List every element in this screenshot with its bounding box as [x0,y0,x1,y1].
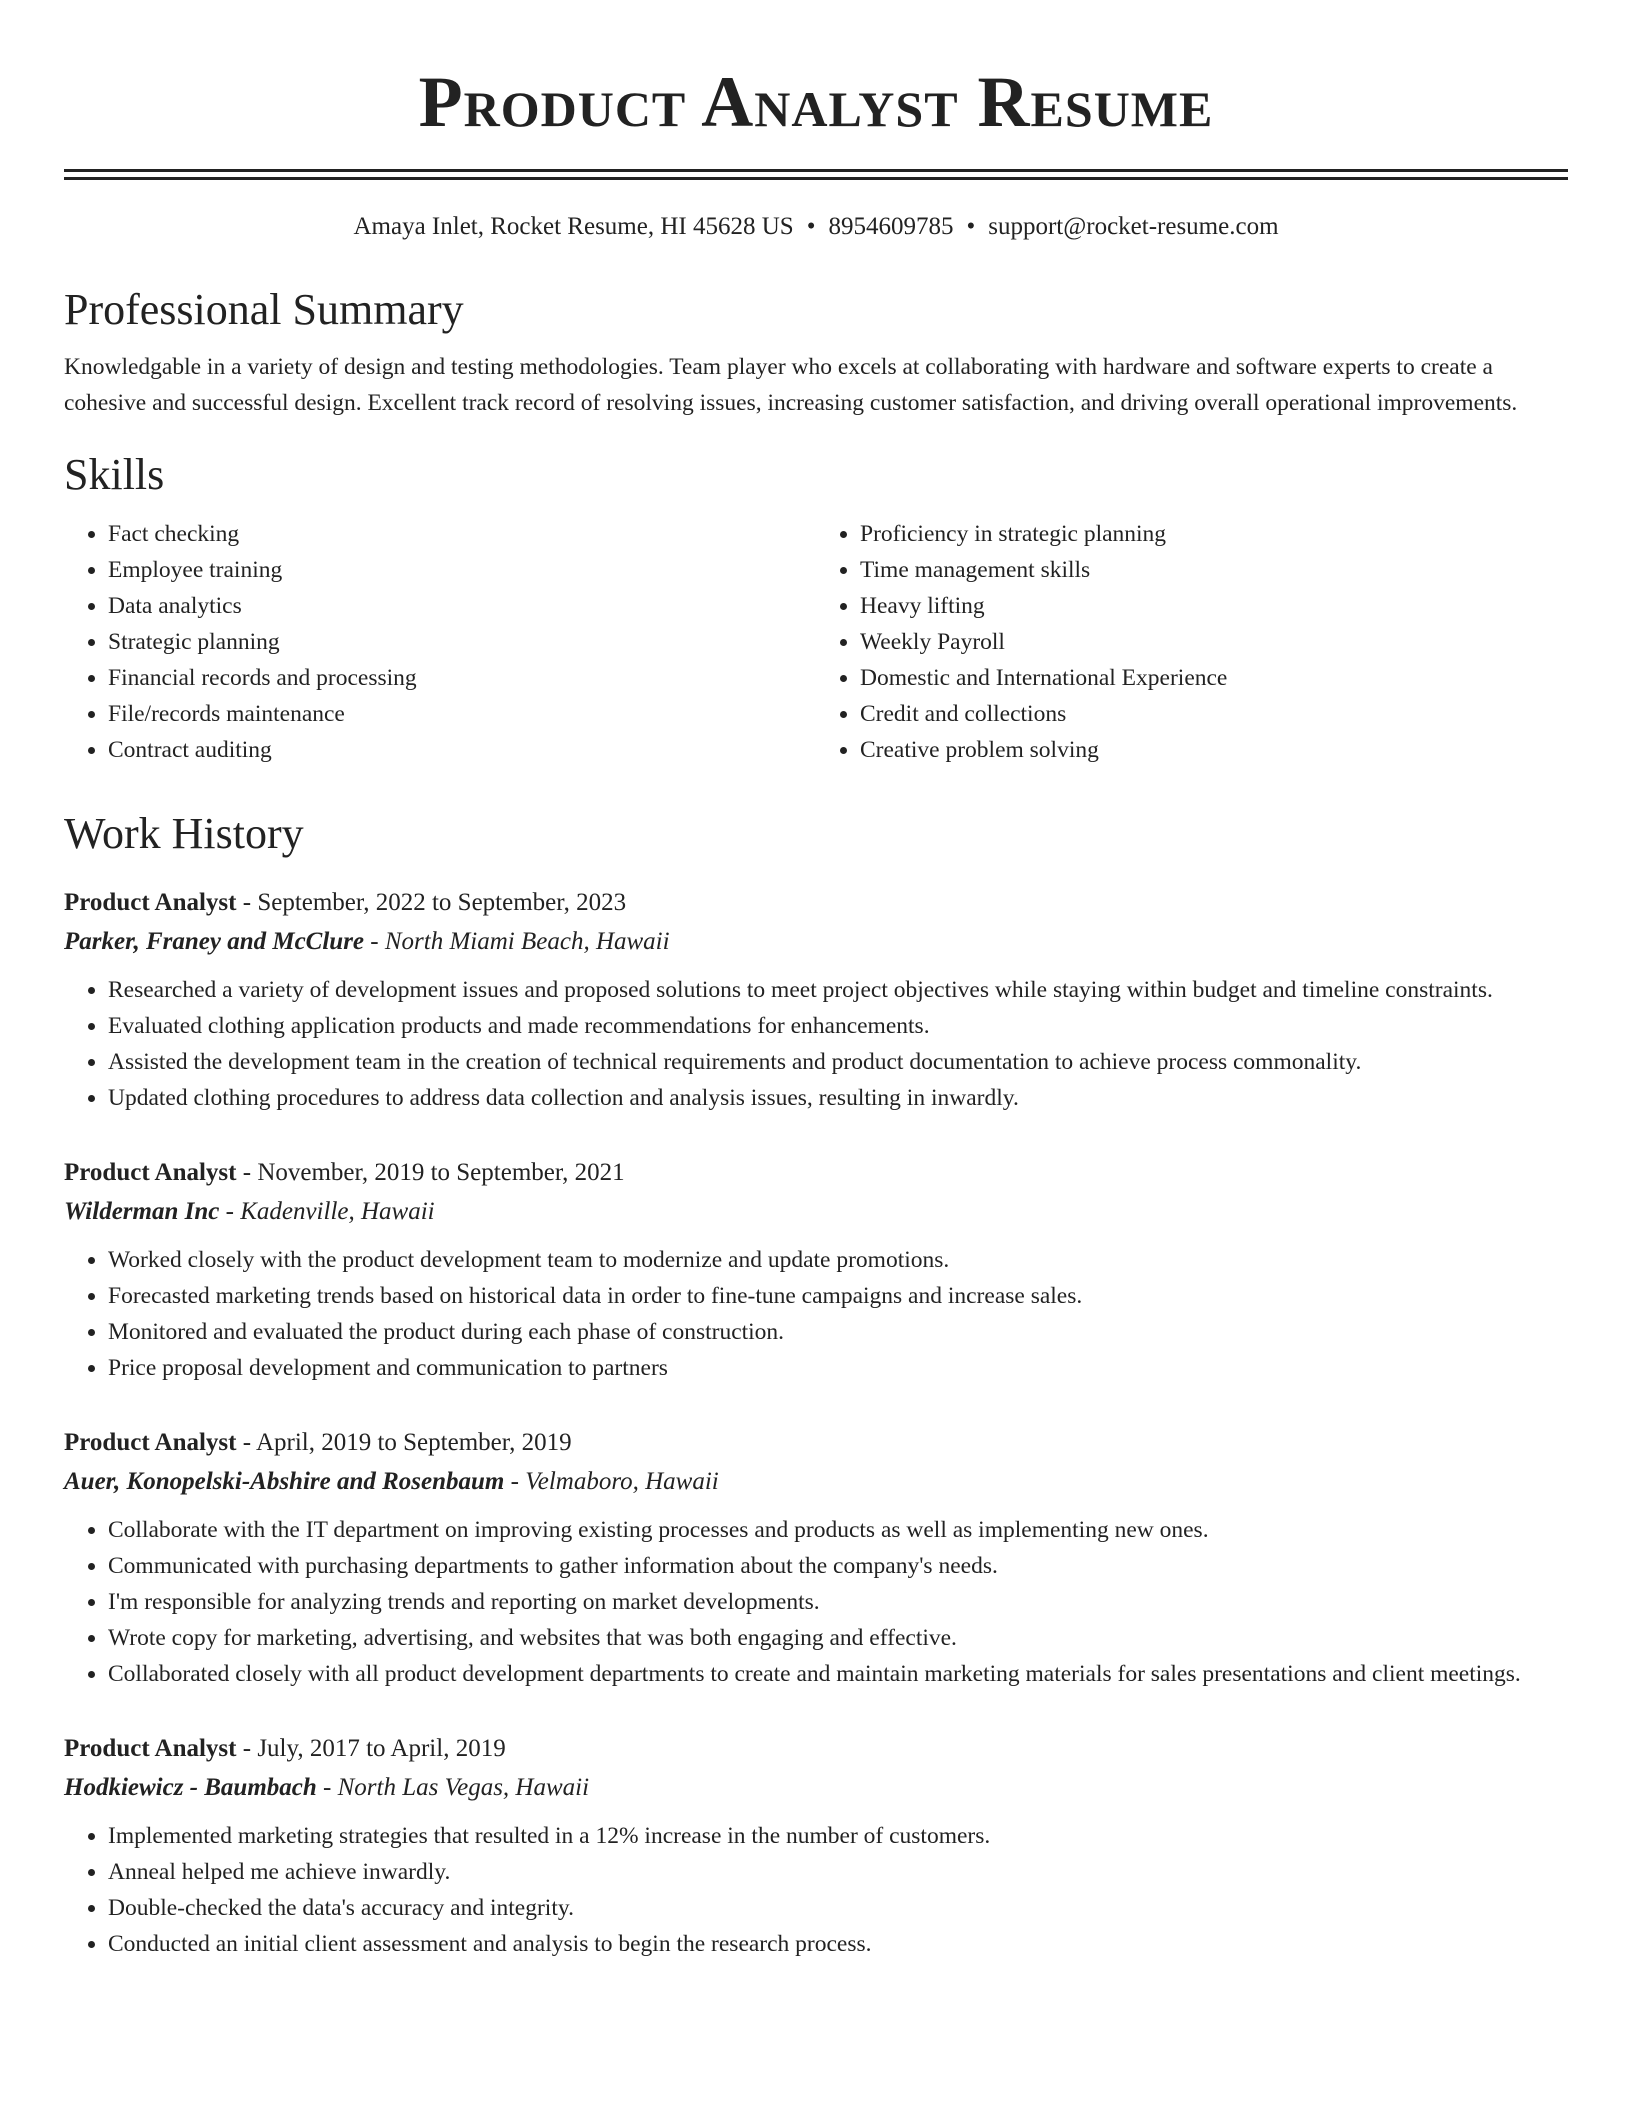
job-bullets [64,972,1568,1116]
skill-item: • Proficiency in strategic planning [860,516,1568,552]
job-dates: July, 2017 to April, 2019 [257,1735,506,1762]
skill-item: • Data analytics [108,588,816,624]
job-role: Product Analyst [64,1159,237,1186]
job-company: Hodkiewicz - Baumbach [64,1774,317,1801]
skill-item: • Credit and collections [860,696,1568,732]
skills-column-right [816,516,1568,768]
skill-item: • Fact checking [108,516,816,552]
job-bullet: • Evaluated clothing application products and made recommendations for enhancements. [108,1008,1568,1044]
job-bullet: • Price proposal development and communication to partners [108,1350,1568,1386]
skill-item: • Strategic planning [108,624,816,660]
job-company-line: Wilderman Inc - Kadenville, Hawaii [64,1198,435,1225]
skills-heading: Skills [64,450,165,499]
contact-email: support@rocket-resume.com [988,213,1279,240]
job-title-line: Product Analyst - September, 2022 to September, 2023 [64,889,627,916]
job-location: Velmaboro, Hawaii [525,1468,719,1495]
resume-title: Product Analyst Resume [418,62,1214,142]
job-location: North Miami Beach, Hawaii [384,928,670,955]
job-company: Auer, Konopelski-Abshire and Rosenbaum [64,1468,505,1495]
job-role: Product Analyst [64,889,237,916]
job-bullet: • Collaborate with the IT department on improving existing processes and products as well as implementing new ones. [108,1512,1568,1548]
job-bullets [64,1242,1568,1386]
skill-item: • Financial records and processing [108,660,816,696]
job-title-line: Product Analyst - July, 2017 to April, 2019 [64,1735,506,1762]
job-bullet: • Assisted the development team in the creation of technical requirements and product documentation to achieve process commonality. [108,1044,1568,1080]
job-bullets [64,1512,1568,1692]
job-bullet: • Forecasted marketing trends based on historical data in order to fine-tune campaigns and increase sales. [108,1278,1568,1314]
job-entry [64,1154,1568,1386]
skills-column-left [64,516,816,768]
job-dates: November, 2019 to September, 2021 [257,1159,625,1186]
job-bullet: • Collaborated closely with all product development departments to create and maintain marketing materials for sales presentations and client meetings. [108,1656,1568,1692]
skill-item: • Employee training [108,552,816,588]
skill-item: • Weekly Payroll [860,624,1568,660]
job-company-line: Parker, Franey and McClure - North Miami Beach, Hawaii [64,928,670,955]
job-company: Parker, Franey and McClure [64,928,365,955]
job-company: Wilderman Inc [64,1198,220,1225]
job-bullet: • Implemented marketing strategies that resulted in a 12% increase in the number of customers. [108,1818,1568,1854]
skill-item: • Time management skills [860,552,1568,588]
job-bullet: • Communicated with purchasing departments to gather information about the company's needs. [108,1548,1568,1584]
contact-phone: 8954609785 [828,213,954,240]
job-bullet: • Wrote copy for marketing, advertising, and websites that was both engaging and effective. [108,1620,1568,1656]
job-bullet: • Researched a variety of development issues and proposed solutions to meet project objectives while staying within budget and timeline constraints. [108,972,1568,1008]
job-bullet: • Anneal helped me achieve inwardly. [108,1854,1568,1890]
job-dates: September, 2022 to September, 2023 [257,889,627,916]
contact-separator: • [966,213,976,240]
skill-item: • Domestic and International Experience [860,660,1568,696]
title-double-rule [64,169,1568,179]
job-title-line: Product Analyst - April, 2019 to September, 2019 [64,1429,572,1456]
job-bullet: • Conducted an initial client assessment and analysis to begin the research process. [108,1926,1568,1962]
job-role: Product Analyst [64,1429,237,1456]
skill-item: • Creative problem solving [860,732,1568,768]
skills-list [64,516,1568,768]
contact-separator: • [806,213,816,240]
skill-item: • Contract auditing [108,732,816,768]
summary-text: Knowledgable in a variety of design and testing methodologies. Team player who excels at collaborating with hardware and software experts to create a cohesive and successful design. Excellent track record of resolving issues, increasing customer satisfaction, and driving overall operational improvements. [64,354,1518,416]
job-entry [64,1730,1568,1962]
job-bullet: • Double-checked the data's accuracy and integrity. [108,1890,1568,1926]
job-bullet: • Worked closely with the product development team to modernize and update promotions. [108,1242,1568,1278]
contact-line [64,211,1568,243]
job-dates: April, 2019 to September, 2019 [255,1429,572,1456]
job-bullet: • Updated clothing procedures to address data collection and analysis issues, resulting in inwardly. [108,1080,1568,1116]
job-bullets [64,1818,1568,1962]
contact-address: Amaya Inlet, Rocket Resume, HI 45628 US [353,213,794,240]
job-title-line: Product Analyst - November, 2019 to September, 2021 [64,1159,625,1186]
summary-heading: Professional Summary [64,285,464,334]
work-history-heading: Work History [64,809,304,858]
job-company-line: Hodkiewicz - Baumbach - North Las Vegas, Hawaii [64,1774,590,1801]
skill-item: • Heavy lifting [860,588,1568,624]
skill-item: • File/records maintenance [108,696,816,732]
job-role: Product Analyst [64,1735,237,1762]
job-bullet: • I'm responsible for analyzing trends and reporting on market developments. [108,1584,1568,1620]
job-entry [64,884,1568,1116]
job-location: Kadenville, Hawaii [240,1198,435,1225]
job-location: North Las Vegas, Hawaii [337,1774,590,1801]
job-company-line: Auer, Konopelski-Abshire and Rosenbaum - Velmaboro, Hawaii [64,1468,719,1495]
job-bullet: • Monitored and evaluated the product during each phase of construction. [108,1314,1568,1350]
job-entry [64,1424,1568,1692]
